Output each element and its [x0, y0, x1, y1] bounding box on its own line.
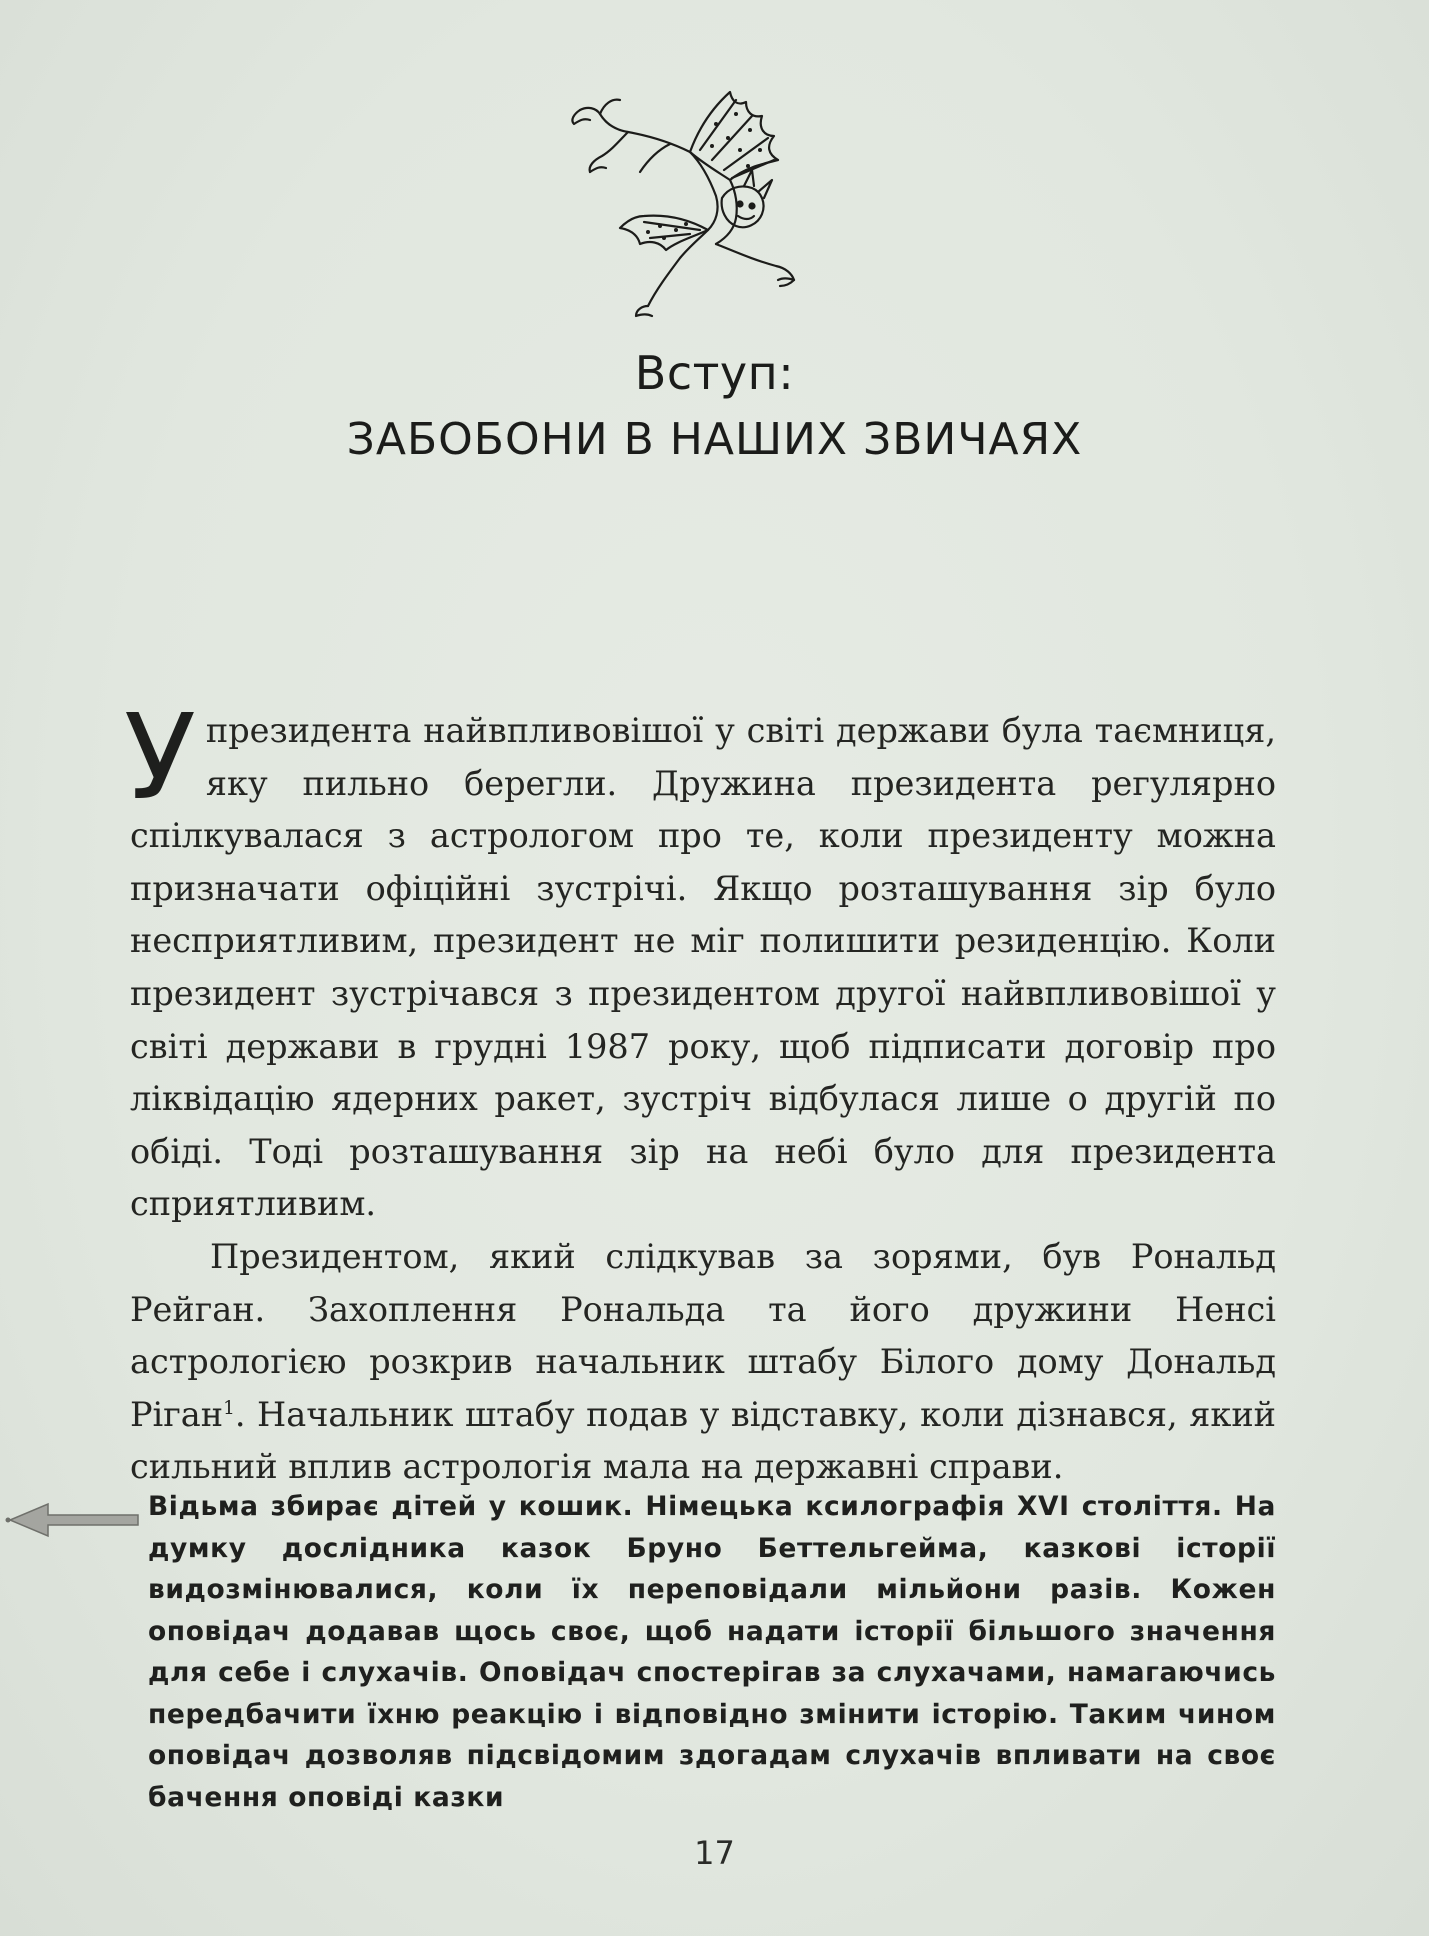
flying-demon-illustration	[540, 80, 830, 320]
drop-cap: У	[124, 688, 196, 826]
paragraph-2-text-start: Президентом, який слідкував за зорями, був Рональд Рейган. Захоплення Рональда та його дружини Ненсі астрологією розкрив начальник штабу Білого дому Дональд Ріган	[130, 1236, 1276, 1434]
chapter-title: Вступ:	[634, 346, 795, 400]
body-text	[124, 688, 1276, 1494]
paragraph-1-text: президента найвпливовішої у світі держави була таємниця, яку пильно берегли. Дружина президента регулярно спілкувалася з астрологом про те, коли президенту можна призначати офіційні зустрічі. Якщо розташування зір було несприятливим, президент не міг полишити резиденцію. Коли президент зустрічався з президентом другої найвпливовішої у світі держави в грудні 1987 року, щоб підписати договір про ліквідацію ядерних ракет, зустріч відбулася лише о другій по обіді. Тоді розташування зір на небі було для президента сприятливим.	[130, 711, 1276, 1224]
paragraph-1	[124, 688, 1276, 1231]
illustration-caption: Відьма збирає дітей у кошик. Німецька ксилографія XVI століття. На думку дослідника казок Бруно Беттельгейма, казкові історії видозмінювалися, коли їх переповідали мільйони разів. Кожен оповідач додавав щось своє, щоб надати історії більшого значення для себе і слухачів. Оповідач спостерігав за слухачами, намагаючись передбачити їхню реакцію і відповідно змінити історію. Таким чином оповідач дозволяв підсвідомим здогадам слухачів впливати на своє бачення оповіді казки	[148, 1491, 1276, 1813]
paragraph-2	[130, 1231, 1276, 1494]
footnote-marker[interactable]: 1	[223, 1397, 235, 1419]
paragraph-2-text-end: . Начальник штабу подав у відставку, коли дізнався, який сильний вплив астрологія мала на державні справи.	[130, 1394, 1276, 1487]
left-arrow-icon	[4, 1500, 140, 1540]
page-number: 17	[694, 1834, 735, 1872]
chapter-subtitle: ЗАБОБОНИ В НАШИХ ЗВИЧАЯХ	[346, 414, 1083, 465]
